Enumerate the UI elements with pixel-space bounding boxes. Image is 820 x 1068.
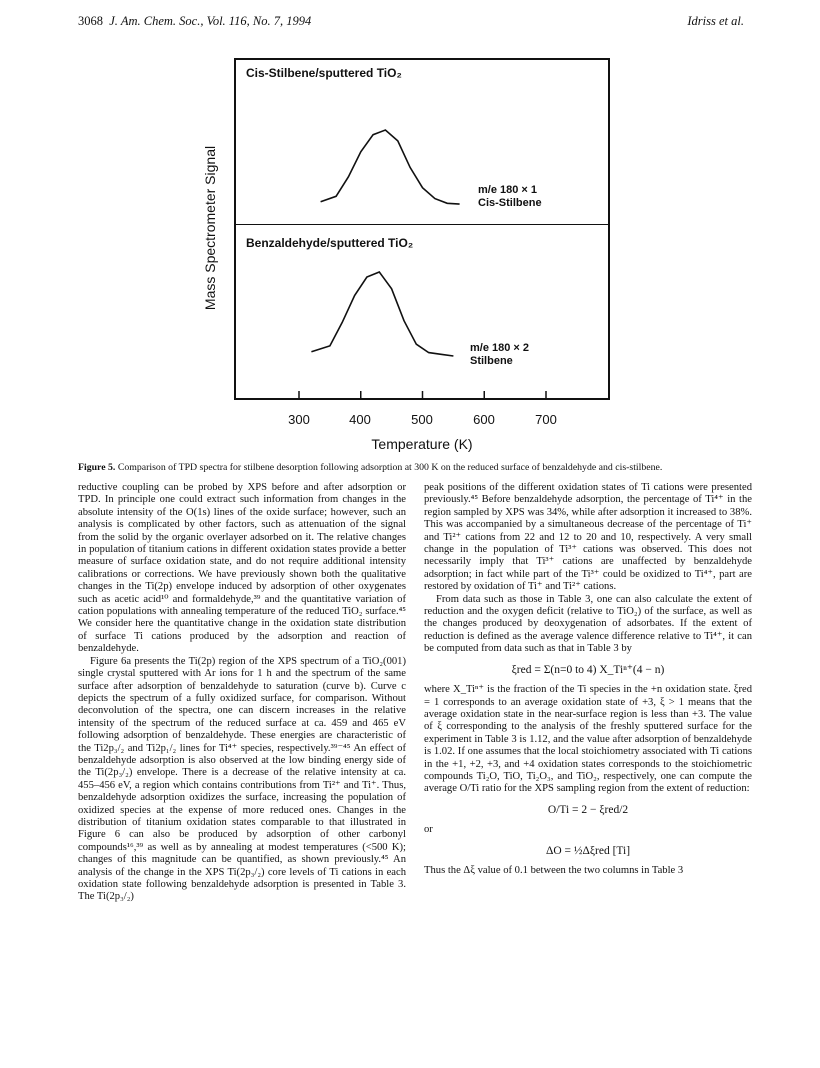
body-paragraph: where X_Tiⁿ⁺ is the fraction of the Ti species in the +n oxidation state. ξred = 1 corresponds to an average oxidation state of +3, ξ > 1 means that the average oxidation state in the near-surface region is less than +3. The value of ξ corresponding to the analysis of the freshly sputtered surface for the experiment in Table 3 is 1.12, and the value after adsorption of benzaldehyde is 1.02. If one assumes that the local stoichiometry associated with Ti cations in the +1, +2, +3, and +4 oxidation states corresponds to the stoichiometric compounds Ti₂O, TiO, Ti₂O₃, and TiO₂, respectively, one can compute the average O/Ti ratio for the XPS sampling region from the extent of reduction: bbox=[424, 684, 752, 795]
body-paragraph: Figure 6a presents the Ti(2p) region of the XPS spectrum of a TiO₂(001) single crystal sputtered with Ar ions for 1 h and the spectrum of the same surface after adsorption of benzaldehyde to saturation (curve b). Curve c depicts the spectrum of a fully oxidized surface, for comparison. Without deconvolution of the spectra, one can discern increases in the relative intensity of the spectrum of the reduced surface at ca. 459 and 465 eV following adsorption of benzaldehyde. These energies are characteristic of the Ti2p₃/₂ and Ti2p₁/₂ lines for Ti⁴⁺ species, respectively.³⁹⁻⁴⁵ An effect of benzaldehyde adsorption is also observed at the low binding energy side of the Ti(2p₃/₂) envelope. There is a decrease of the relative intensity at ca. 455–456 eV, a region which contains contributions from Ti²⁺ and Ti⁺. Thus, benzaldehyde adsorption oxidizes the surface, increasing the population of oxidized species at the expense of more reduced ones. Changes in the distribution of titanium oxidation states comparable to that illustrated in Figure 6 can also be produced by adsorption of other carbonyl compounds¹⁶,³⁹ as well as by annealing at modest temperatures (<500 K); changes of this magnitude can be quantified, as shown previously.⁴⁵ An analysis of the change in the XPS Ti(2p₃/₂) core levels of Ti cations in each oxidation state following benzaldehyde adsorption is presented in Table 3. The Ti(2p₃/₂) bbox=[78, 655, 406, 903]
figure-caption-text: Comparison of TPD spectra for stilbene desorption following adsorption at 300 K on the reduced surface of benzaldehyde and cis-stilbene. bbox=[117, 462, 663, 473]
x-tick-label: 400 bbox=[349, 412, 371, 427]
tpd-curve-panel-2 bbox=[311, 272, 453, 356]
top-panel-mass-label: m/e 180 × 1 bbox=[478, 184, 538, 196]
tpd-plot-area bbox=[234, 58, 610, 400]
right-text-column bbox=[424, 482, 752, 877]
body-paragraph: peak positions of the different oxidation states of Ti cations were presented previously.⁴⁵ Before benzaldehyde adsorption, the percentage of Ti⁴⁺ in the region sampled by XPS was 34%, while after adsorption it increased to 38%. This was accompanied by a simultaneous decrease of the percentage of Ti⁺ and Ti²⁺ cations from 22 and 12 to 20 and 10, respectively. A very small change in the population of Ti³⁺ cations was observed. This does not necessarily imply that Ti³⁺ cations are unaffected by benzaldehyde adsorption; in fact while part of the Ti³⁺ could be oxidized to Ti⁴⁺, part are restored by oxidation of Ti⁺ and Ti²⁺ cations. bbox=[424, 482, 752, 593]
y-axis-label: Mass Spectrometer Signal bbox=[202, 145, 218, 311]
left-text-column bbox=[78, 482, 406, 904]
equation-oxygen-deficit: ΔO = ½Δξred [Ti] bbox=[545, 844, 631, 857]
bottom-panel-species-label: Stilbene bbox=[470, 355, 513, 367]
figure-caption-label: Figure 5. bbox=[78, 462, 116, 473]
page-number: 3068 bbox=[78, 14, 103, 28]
equation-extent-of-reduction: ξred = Σ(n=0 to 4) X_Tiⁿ⁺(4 − n) bbox=[511, 663, 665, 676]
x-tick-label: 500 bbox=[411, 412, 433, 427]
running-header-left bbox=[78, 14, 311, 29]
bottom-panel-title: Benzaldehyde/sputtered TiO₂ bbox=[246, 236, 414, 250]
running-header-authors: Idriss et al. bbox=[687, 14, 744, 28]
figure-caption bbox=[78, 462, 748, 474]
body-paragraph: reductive coupling can be probed by XPS before and after adsorption or TPD. In principle one could extract such information from changes in the absolute intensity of the O(1s) lines of the oxide surface; however, such an analysis is complicated by other factors, such as attenuation of the signal from the solid by the organic overlayer adsorbed on it. The relative changes in population of titanium cations in different oxidation states provide a better measure of surface oxidation state, and do not require additional intensity calibrations or corrections. We have previously shown both the qualitative changes in the Ti(2p) envelope induced by adsorption of other oxygenates such as acetic acid¹⁰ and formaldehyde,³⁹ and the quantitative variation of cation populations with annealing temperature of the reduced TiO₂ surface.⁴⁵ We consider here the quantitative change in the oxidation state distribution of surface Ti cations produced by the adsorption and reaction of benzaldehyde. bbox=[78, 482, 406, 655]
bottom-panel-mass-label: m/e 180 × 2 bbox=[470, 342, 530, 354]
x-tick-label: 600 bbox=[473, 412, 495, 427]
x-tick-label: 700 bbox=[535, 412, 557, 427]
body-paragraph: From data such as those in Table 3, one can also calculate the extent of reduction and the oxygen deficit (relative to TiO₂) of the surface, as well as the changes produced by deoxygenation of adsorbates. If the extent of reduction is defined as the average valence difference relative to Ti⁴⁺, it can be computed from data such as that in Table 3 by bbox=[424, 593, 752, 655]
top-panel-title: Cis-Stilbene/sputtered TiO₂ bbox=[246, 66, 402, 80]
x-tick-label: 300 bbox=[288, 412, 310, 427]
tpd-curve-panel-1 bbox=[321, 130, 460, 204]
body-paragraph: Thus the Δξ value of 0.1 between the two columns in Table 3 bbox=[424, 864, 684, 876]
conjunction-text: or bbox=[424, 824, 433, 836]
equation-o-ti-ratio: O/Ti = 2 − ξred/2 bbox=[547, 803, 629, 816]
journal-citation: J. Am. Chem. Soc., Vol. 116, No. 7, 1994 bbox=[109, 14, 312, 28]
x-axis-label: Temperature (K) bbox=[371, 436, 473, 452]
top-panel-species-label: Cis-Stilbene bbox=[478, 197, 542, 209]
